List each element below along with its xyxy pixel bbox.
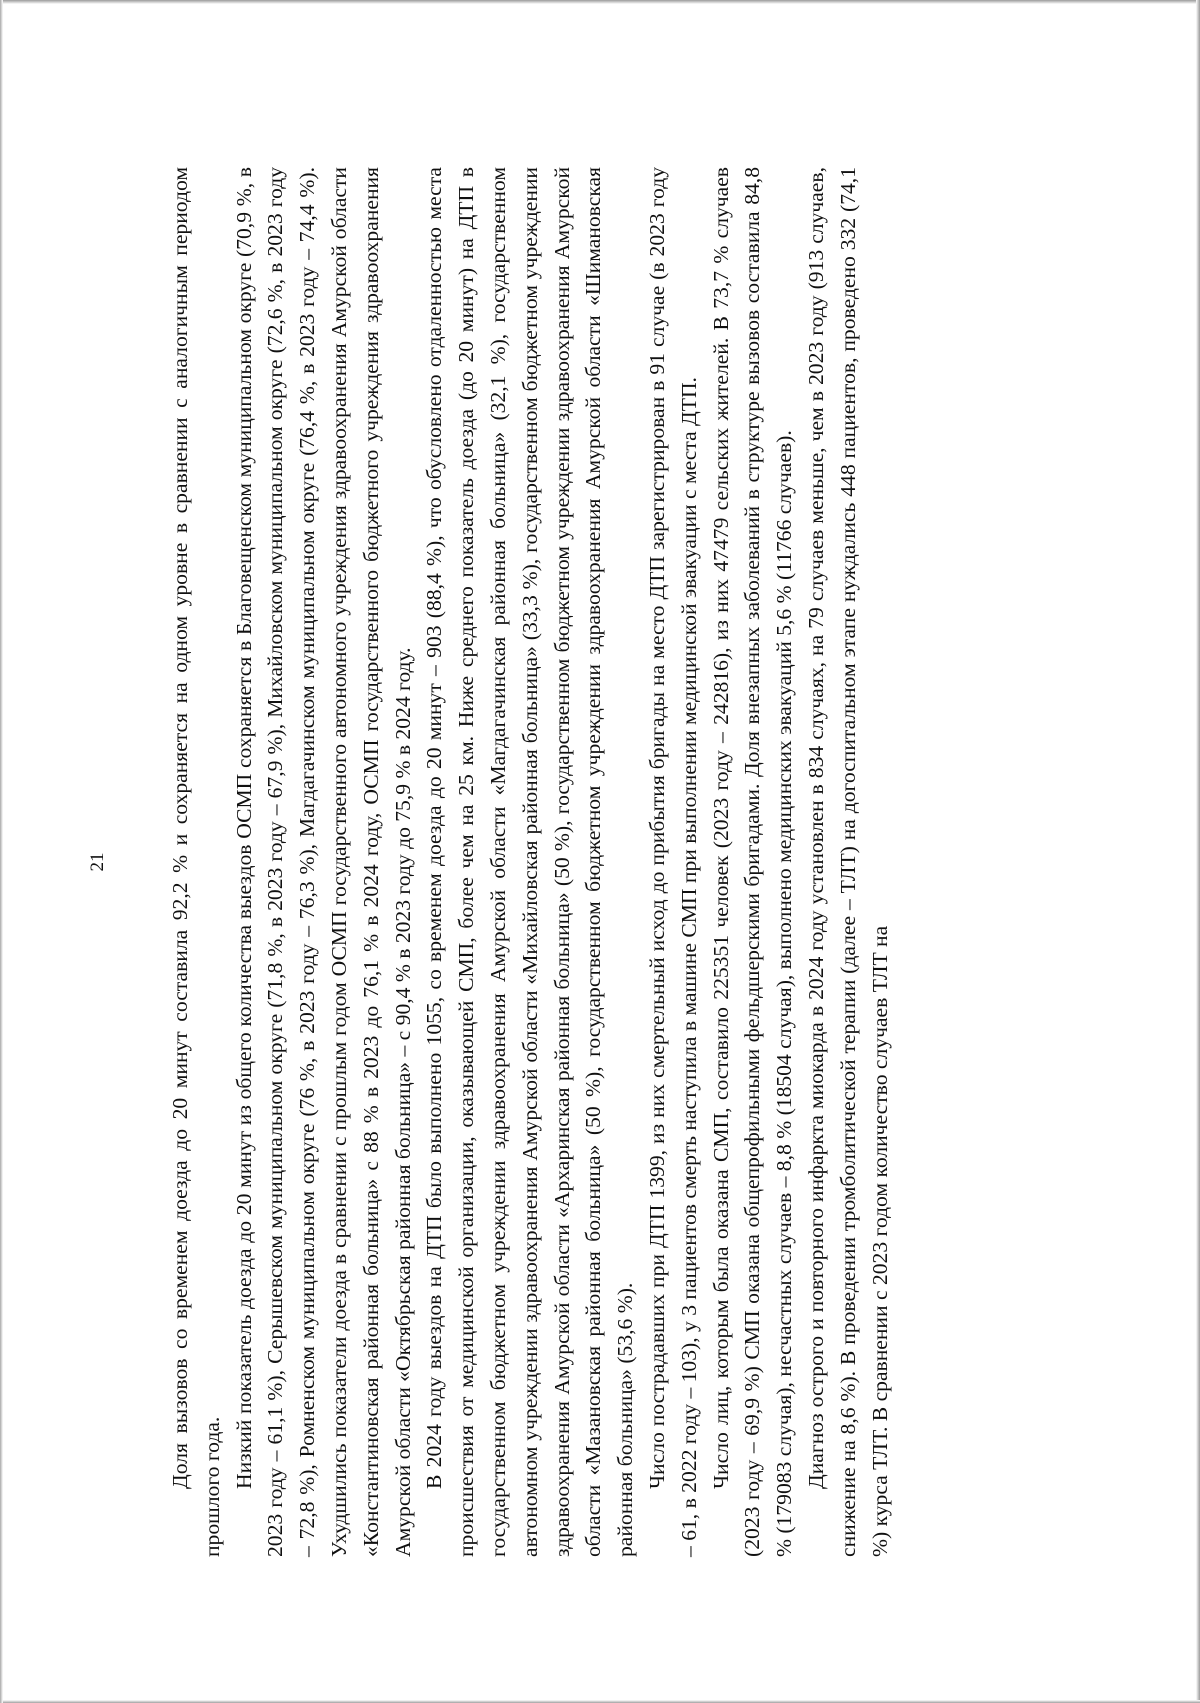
paragraph: В 2024 году выездов на ДТП было выполнено 1055, со временем доезда до 20 минут – 903 (88,4 %), что обусловлено отдаленностью места происшествия от медицинской организации, оказывающей СМП, более чем на 25 км. Ниже среднего показатель доезда (до 20 минут) на ДТП в государственном бюджетном учреждении здравоохранения Амурской области «Магдагачинская районная больница» (32,1 %), государственном автономном учреждении здравоохранения Амурской области «Михайловская районная больница» (33,3 %), государственном бюджетном учреждении здравоохранения Амурской области «Архаринская районная больница» (50 %), государственном бюджетном учреждении здравоохранения Амурской области «Мазановская районная больница» (50 %), государственном бюджетном учреждении здравоохранения Амурской области «Шимановская районная больница» (53,6 %). xyxy=(422,167,638,1557)
paragraph: Диагноз острого и повторного инфаркта миокарда в 2024 году установлен в 834 случаях, на 79 случаев меньше, чем в 2023 году (913 случаев, снижение на 8,6 %). В проведении тромболитической терапии (далее – ТЛТ) на догоспитальном этапе нуждались 448 пациентов, проведено 332 (74,1 %) курса ТЛТ. В сравнении с 2023 годом количество случаев ТЛТ на xyxy=(803,167,892,1557)
paragraph: Низкий показатель доезда до 20 минут из общего количества выездов ОСМП сохраняется в Благовещенском муниципальном округе (70,9 %, в 2023 году – 61,1 %), Серышевском муниципальном округе (71,8 %, в 2023 году – 67,9 %), Михайловском муниципальном округе (72,6 %, в 2023 году – 72,8 %), Ромненском муниципальном округе (76 %, в 2023 году – 76,3 %), Магдагачинском муниципальном округе (76,4 %, в 2023 году – 74,4 %). Ухудшились показатели доезда в сравнении с прошлым годом ОСМП государственного автономного учреждения здравоохранения Амурской области «Константиновская районная больница» с 88 % в 2023 до 76,1 % в 2024 году, ОСМП государственного бюджетного учреждения здравоохранения Амурской области «Октябрьская районная больница» – с 90,4 % в 2023 году до 75,9 % в 2024 году. xyxy=(231,167,415,1557)
paragraph: Доля вызовов со временем доезда до 20 минут составила 92,2 % и сохраняется на одном уровне в сравнении с аналогичным периодом прошлого года. xyxy=(168,167,224,1557)
paragraph: Число пострадавших при ДТП 1399, из них смертельный исход до прибытия бригады на место ДТП зарегистрирован в 91 случае (в 2023 году – 61, в 2022 году – 103), у 3 пациентов смерть наступила в машине СМП при выполнении медицинской эвакуации с места ДТП. xyxy=(644,167,701,1557)
body-text xyxy=(165,167,896,1557)
rotated-content xyxy=(87,167,1035,1557)
page-number: 21 xyxy=(87,852,108,872)
paragraph: Число лиц, которым была оказана СМП, составило 225351 человек (2023 году – 242816), из них 47479 сельских жителей. В 73,7 % случаев (2023 году – 69,9 %) СМП оказана общепрофильными фельдшерскими бригадами. Доля внезапных заболеваний в структуре вызовов составила 84,8 % (179083 случая), несчастных случаев – 8,8 % (18504 случая), выполнено медицинских эвакуаций 5,6 % (11766 случаев). xyxy=(708,167,797,1557)
